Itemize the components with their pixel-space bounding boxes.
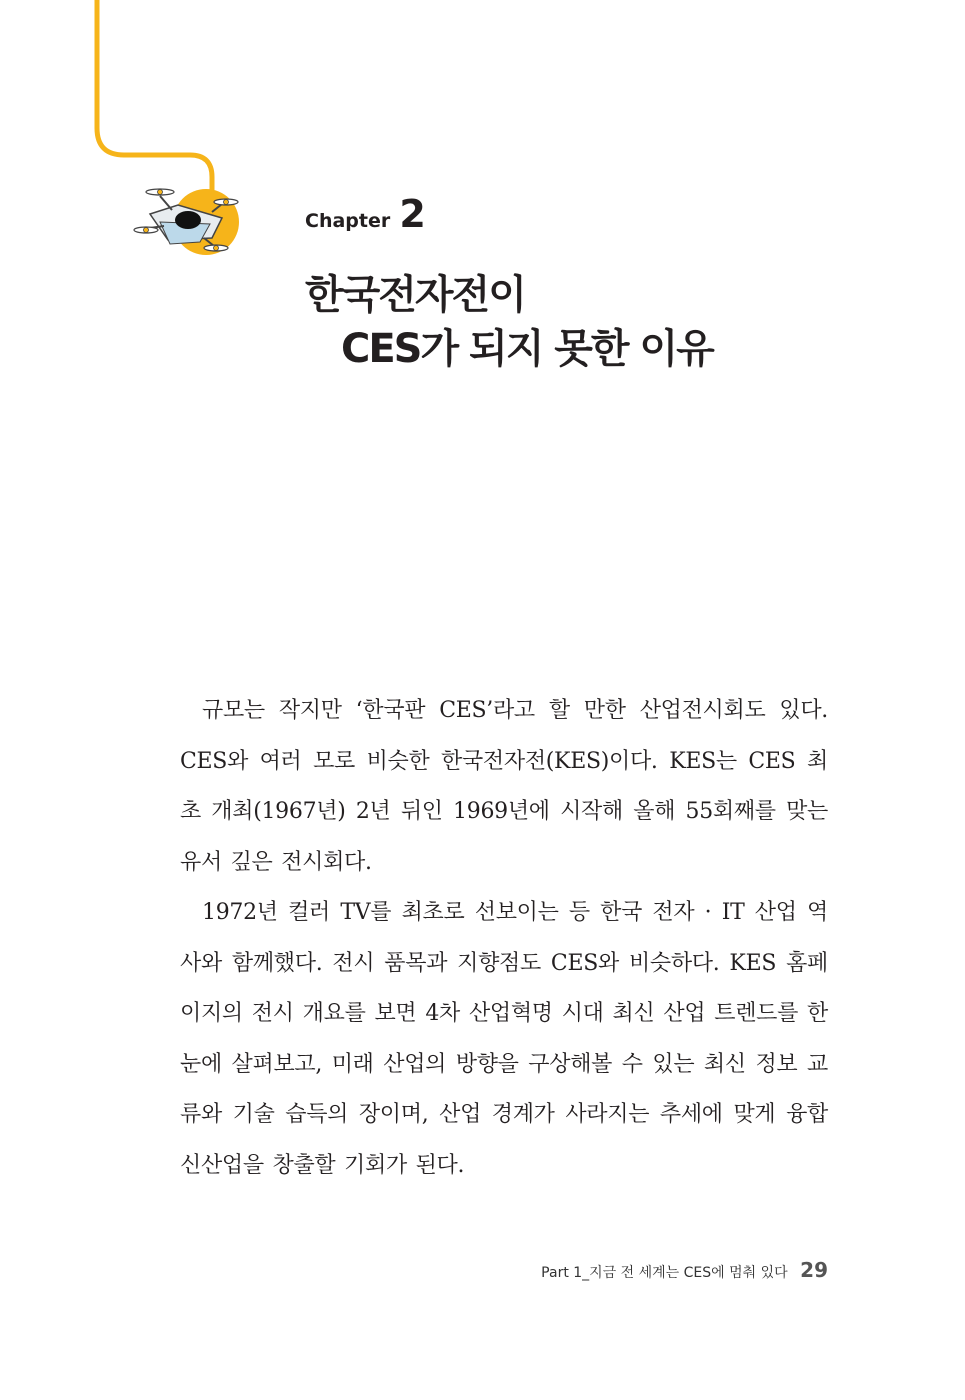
chapter-number: 2 [399, 192, 426, 236]
chapter-title-line-1: 한국전자전이 [305, 272, 525, 318]
page-footer [541, 1258, 828, 1282]
paragraph: 1972년 컬러 TV를 최초로 선보이는 등 한국 전자 · IT 산업 역사와 함께했다. 전시 품목과 지향점도 CES와 비슷하다. KES 홈페이지의 전시 개요를 보면 4차 산업혁명 시대 최신 산업 트렌드를 한눈에 살펴보고, 미래 산업의 방향을 구상해볼 수 있는 최신 정보 교류와 기술 습득의 장이며, 산업 경계가 사라지는 추세에 맞게 융합 신산업을 창출할 기회가 된다. [180, 900, 828, 1178]
chapter-title-line-2: CES가 되지 못한 이유 [341, 326, 713, 372]
running-head: Part 1_지금 전 세계는 CES에 멈춰 있다 [541, 1265, 788, 1281]
chapter-title [305, 268, 713, 376]
body-text [180, 686, 828, 1191]
paragraph: 규모는 작지만 ‘한국판 CES’라고 할 만한 산업전시회도 있다. CES와 여러 모로 비슷한 한국전자전(KES)이다. KES는 CES 최초 개최(1967년) 2년 뒤인 1969년에 시작해 올해 55회째를 맞는 유서 깊은 전시회다. [180, 698, 828, 875]
page-number: 29 [800, 1258, 828, 1282]
chapter-decoration [0, 0, 260, 270]
decorative-line [97, 0, 212, 195]
chapter-heading [305, 192, 426, 236]
chapter-label: Chapter [305, 210, 391, 232]
